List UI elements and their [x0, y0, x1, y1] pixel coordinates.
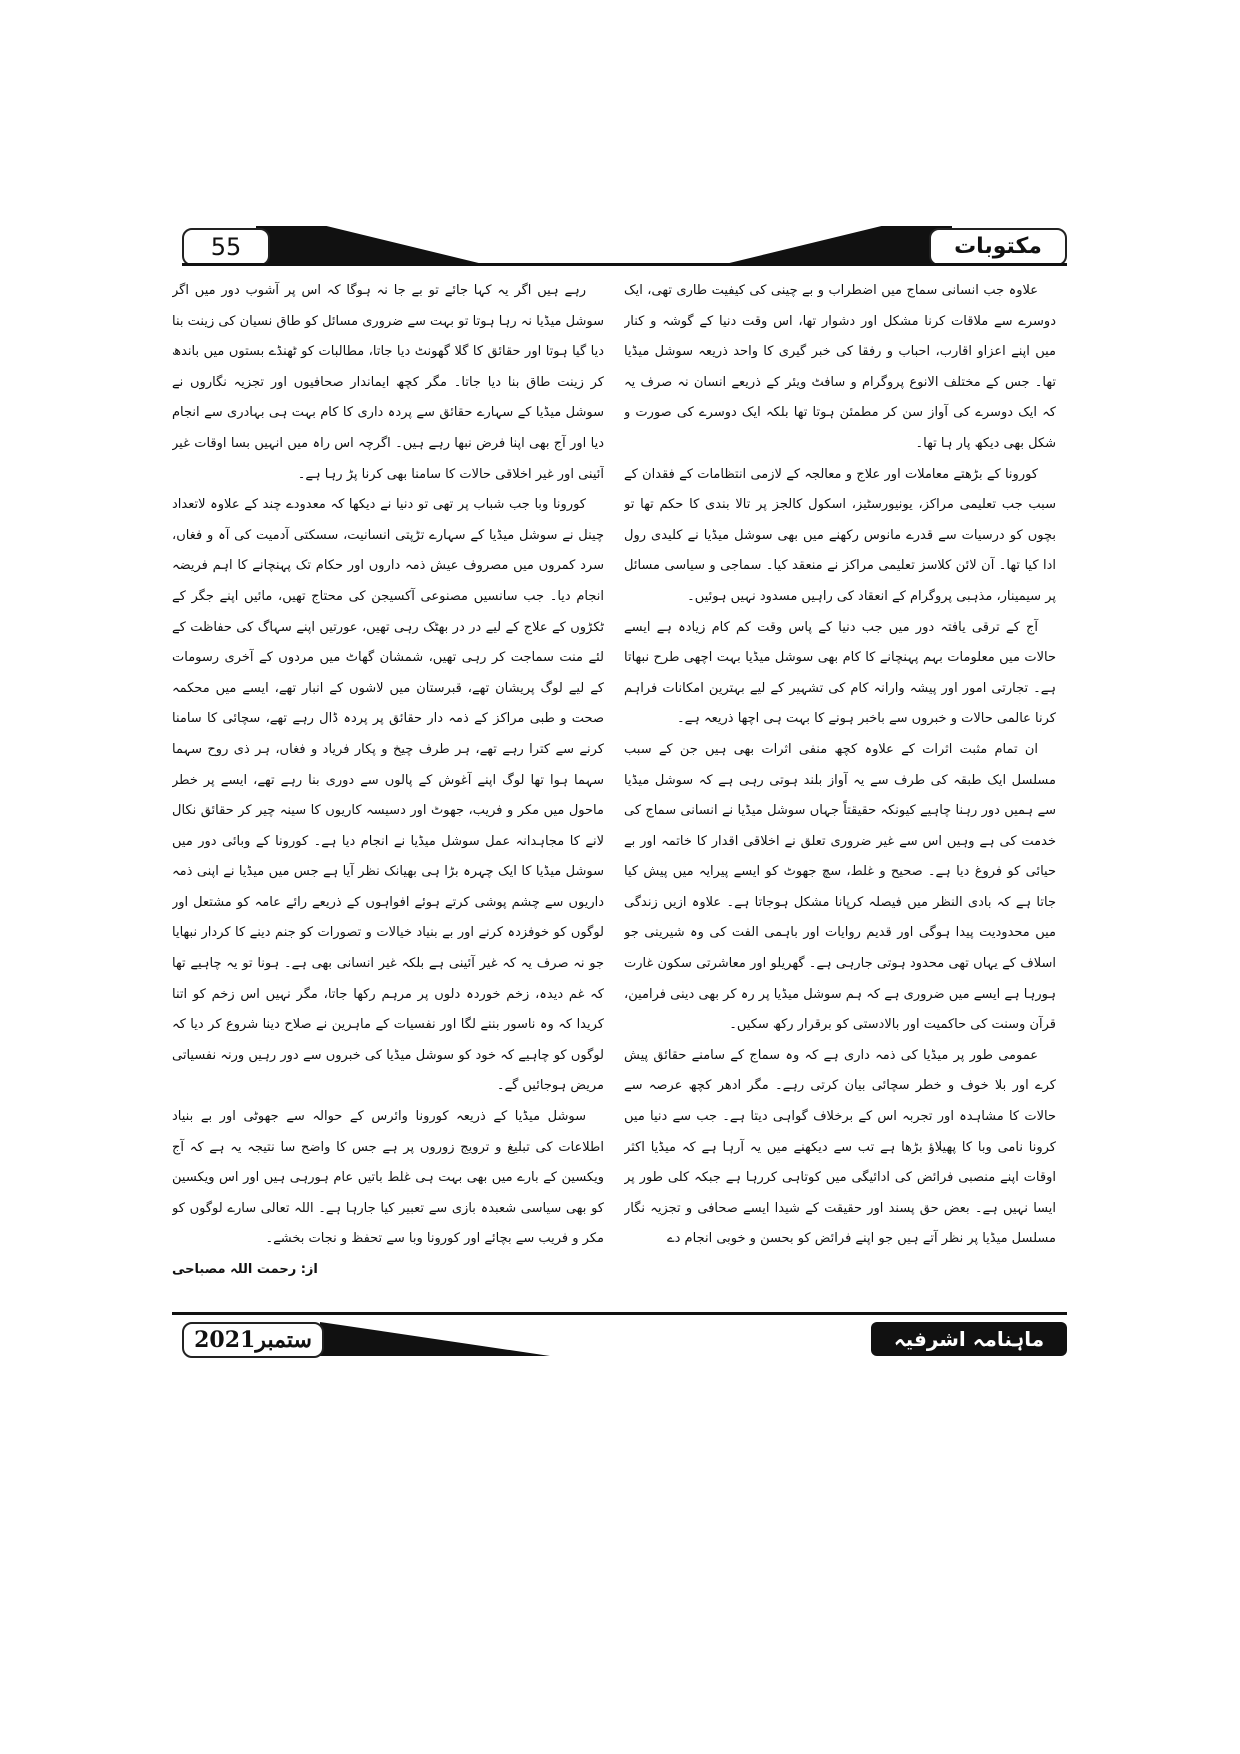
paragraph: کورونا کے بڑھتے معاملات اور علاج و معالجہ کے لازمی انتظامات کے فقدان کے سبب جب تعلیمی مراکز، یونیورسٹیز، اسکول کالجز پر تالا بندی کا حکم تھا تو بچوں کو درسیات سے قدرے مانوس رکھنے میں بھی سوشل میڈیا نے کلیدی رول ادا کیا تھا۔ آن لائن کلاسز تعلیمی مراکز نے منعقد کیا۔ سماجی و سیاسی مسائل پر سیمینار، مذہبی پروگرام کے انعقاد کی راہیں مسدود نہیں ہوئیں۔ [624, 466, 1056, 604]
header-rule [182, 263, 1067, 266]
paragraph: رہے ہیں اگر یہ کہا جائے تو بے جا نہ ہوگا کہ اس پر آشوب دور میں اگر سوشل میڈیا نہ رہا ہوتا تو بہت سے ضروری مسائل کو طاق نسیان کی زینت بنا دیا گیا ہوتا اور حقائق کا گلا گھونٹ دیا جاتا، مطالبات کو ٹھنڈے بستوں میں باندھ کر زینت طاق بنا دیا جاتا۔ مگر کچھ ایماندار صحافیوں اور تجزیہ نگاروں نے سوشل میڈیا کے سہارے حقائق سے پردہ داری کا کام بہت ہی بہادری سے انجام دیا اور آج بھی اپنا فرض نبھا رہے ہیں۔ اگرچہ اس راہ میں انہیں بسا اوقات غیر آئینی اور غیر اخلاقی حالات کا سامنا بھی کرنا پڑ رہا ہے۔ [172, 283, 604, 482]
paragraph: علاوہ جب انسانی سماج میں اضطراب و بے چینی کی کیفیت طاری تھی، ایک دوسرے سے ملاقات کرنا مشکل اور دشوار تھا، اس وقت دنیا کے گوشہ و کنار میں اپنے اعزاو اقارب، احباب و رفقا کی خبر گیری کا واحد ذریعہ سوشل میڈیا تھا۔ جس کے مختلف الانوع پروگرام و سافٹ ویئر کے ذریعے انسان نہ صرف یہ کہ ایک دوسرے کی آواز سن کر مطمئن ہوتا تھا بلکہ ایک دوسرے کی صورت و شکل بھی دیکھ پار ہا تھا۔ [624, 283, 1056, 451]
footer-rule [172, 1312, 1067, 1315]
paragraph: کورونا وبا جب شباب پر تھی تو دنیا نے دیکھا کہ معدودے چند کے علاوہ لاتعداد چینل نے سوشل میڈیا کے سہارے تڑپتی انسانیت، سسکتی آدمیت کی آہ و فغاں، سرد کمروں میں مصروف عیش ذمہ داروں اور حکام تک پہنچانے کا اہم فریضہ انجام دیا۔ جب سانسیں مصنوعی آکسیجن کی محتاج تھیں، مائیں اپنے جگر کے ٹکڑوں کے علاج کے لیے در در بھٹک رہی تھیں، عورتیں اپنے سہاگ کی حفاظت کے لئے منت سماجت کر رہی تھیں، شمشان گھاٹ میں مردوں کے آخری رسومات کے لیے لوگ پریشان تھے، قبرستان میں لاشوں کے انبار تھے، ایسے میں محکمہ صحت و طبی مراکز کے ذمہ دار حقائق پر پردہ ڈال رہے تھے، سچائی کا سامنا کرنے سے کترا رہے تھے، ہر طرف چیخ و پکار فریاد و فغاں، ہر ذی روح سہما سہما ہوا تھا لوگ اپنے آغوش کے پالوں سے دوری بنا رہے تھے، ایسے پر خطر ماحول میں مکر و فریب، جھوٹ اور دسیسہ کاریوں کا سینہ چیر کر حقائق نکال لانے کا مجاہدانہ عمل سوشل میڈیا نے انجام دیا ہے۔ کورونا کے وبائی دور میں سوشل میڈیا کا ایک چہرہ بڑا ہی بھیانک نظر آیا ہے جس میں میڈیا نے اپنی ذمہ داریوں سے چشم پوشی کرتے ہوئے افواہوں کے ذریعے رائے عامہ کو مشتعل اور لوگوں کو خوفزدہ کرنے اور بے بنیاد خیالات و تصورات کو جنم دینے کا کردار نبھایا جو نہ صرف یہ کہ غیر آئینی ہے بلکہ غیر انسانی بھی ہے۔ ہونا تو یہ چاہیے تھا کہ غم دیدہ، زخم خوردہ دلوں پر مرہم رکھا جاتا، مگر نہیں اس زخم کو اتنا کریدا کہ وہ ناسور بننے لگا اور نفسیات کے ماہرین نے صلاح دینا شروع کر دیا کہ لوگوں کو چاہیے کہ خود کو سوشل میڈیا کی خبروں سے دور رہیں ورنہ نفسیاتی مریض ہوجائیں گے۔ [172, 497, 604, 1094]
header-decor-wedge [256, 226, 491, 266]
page-header [172, 226, 1067, 266]
page-number: 55 [182, 228, 270, 266]
paragraph: عمومی طور پر میڈیا کی ذمہ داری ہے کہ وہ سماج کے سامنے حقائق پیش کرے اور بلا خوف و خطر سچائی بیان کرتی رہے۔ مگر ادھر کچھ عرصہ سے حالات کا مشاہدہ اور تجربہ اس کے برخلاف گواہی دیتا ہے۔ جب سے دنیا میں کرونا نامی وبا کا پھیلاؤ بڑھا ہے تب سے دیکھنے میں یہ آرہا ہے کہ میڈیا اکثر اوقات اپنے منصبی فرائض کی ادائیگی میں کوتاہی کررہا ہے جبکہ کلی طور پر ایسا نہیں ہے۔ بعض حق پسند اور حقیقت کے شیدا ایسے صحافی و تجزیہ نگار مسلسل میڈیا پر نظر آتے ہیں جو اپنے فرائض کو بحسن و خوبی انجام دے [624, 1047, 1056, 1247]
footer-decor-wedge [320, 1322, 550, 1356]
paragraph: ان تمام مثبت اثرات کے علاوہ کچھ منفی اثرات بھی ہیں جن کے سبب مسلسل ایک طبقہ کی طرف سے یہ آواز بلند ہوتی رہی ہے کہ سوشل میڈیا سے ہمیں دور رہنا چاہیے کیونکہ حقیقتاً جہاں سوشل میڈیا نے انسانی سماج کی خدمت کی ہے وہیں اس سے غیر ضروری تعلق نے اخلاقی اقدار کا خاتمہ اور بے حیائی کو فروغ دیا ہے۔ صحیح و غلط، سچ جھوٹ کو ایسے پیرایہ میں پیش کیا جاتا ہے کہ بادی النظر میں فیصلہ کرپانا مشکل ہوجاتا ہے۔ علاوہ ازیں زندگی میں محدودیت پیدا ہوگی اور قدیم روایات اور باہمی الفت کی وہ شیرینی جو اسلاف کے یہاں تھی محدود ہوتی جارہی ہے۔ گھریلو اور معاشرتی سکون غارت ہورہا ہے ایسے میں ضروری ہے کہ ہم سوشل میڈیا پر رہ کر بھی دینی فرامین، قرآن وسنت کی حاکمیت اور بالادستی کو برقرار رکھ سکیں۔ [624, 741, 1056, 1033]
paragraph: سوشل میڈیا کے ذریعہ کورونا وائرس کے حوالہ سے جھوٹی اور بے بنیاد اطلاعات کی تبلیغ و ترویج زوروں پر ہے جس کا واضح سا نتیجہ یہ ہے کہ آج ویکسین کے بارے میں بھی بہت ہی غلط باتیں عام ہورہی ہیں اور اس ویکسین کو بھی سیاسی شعبدہ بازی سے تعبیر کیا جارہا ہے۔ اللہ تعالی سارے لوگوں کو مکر و فریب سے بچائے اور کورونا وبا سے تحفظ و نجات بخشے۔ [172, 1109, 604, 1247]
header-decor-wedge [717, 226, 952, 266]
author-signature: از: رحمت اللہ مصباحی [172, 1262, 318, 1277]
issue-date: ستمبر2021 [182, 1322, 324, 1358]
section-title: مکتوبات [929, 228, 1067, 266]
article-column-right [624, 276, 1056, 1286]
article-column-left [172, 276, 604, 1286]
paragraph: آج کے ترقی یافتہ دور میں جب دنیا کے پاس وقت کم کام زیادہ ہے ایسے حالات میں معلومات بہم پہنچانے کا کام بھی سوشل میڈیا بہت اچھی طرح نبھاتا ہے۔ تجارتی امور اور پیشہ وارانہ کام کی تشہیر کے لیے بہترین امکانات فراہم کرنا عالمی حالات و خبروں سے باخبر ہونے کا بہت ہی اچھا ذریعہ ہے۔ [624, 619, 1056, 727]
magazine-name: ماہنامہ اشرفیہ [871, 1322, 1067, 1356]
page-footer [172, 1312, 1067, 1356]
